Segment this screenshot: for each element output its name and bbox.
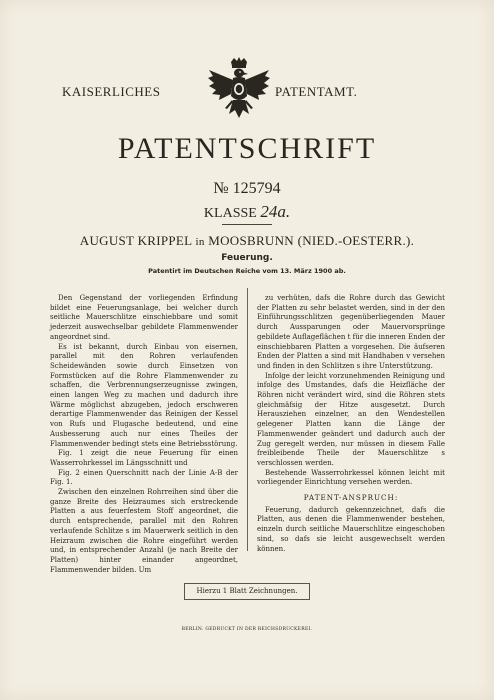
header-right: PATENTAMT.	[275, 84, 358, 99]
patent-date: Patentirt im Deutschen Reiche vom 13. März 1900 ab.	[148, 267, 346, 275]
paragraph: Fig. 1 zeigt die neue Feuerung für einen Wasserrohrkessel im Längsschnitt und	[50, 449, 238, 467]
inventor-line	[0, 233, 494, 249]
inventor-name: AUGUST KRIPPEL	[79, 233, 192, 248]
right-column	[257, 294, 445, 554]
paragraph: zu verhüten, dafs die Rohre durch das Gewicht der Platten zu sehr belastet werden, sind in der den Einführungsschlitzen gegenüberliegenden Mauer durch Aussparungen oder Mauervorsprünge gebildete Auflageflächen t für die inneren Enden der einschiebbaren Platten a vorgesehen. Die äufseren Enden der Platten a sind mit Handhaben v versehen und finden in den Schlitzen s ihre Unterstützung.	[257, 294, 445, 370]
inventor-conn: in	[195, 236, 205, 248]
imperial-eagle-icon	[205, 56, 273, 124]
paragraph: Den Gegenstand der vorliegenden Erfindung bildet eine Feuerungsanlage, bei welcher durch seitliche Mauerschlitze einschiebbare und somit jederzeit auswechselbar gebildete Flammenwender angeordnet sind.	[50, 294, 238, 341]
left-column	[50, 294, 238, 575]
inventor-region: (NIED.-OESTERR.).	[297, 233, 415, 248]
patent-class	[0, 202, 494, 222]
patent-subject: Feuerung.	[221, 253, 273, 263]
class-suffix: a.	[277, 202, 291, 221]
header-left: KAISERLICHES	[62, 84, 161, 99]
claim-text: Feuerung, dadurch gekennzeichnet, dafs die Platten, aus denen die Flammenwender bestehen, einzeln durch seitliche Mauerschlitze eingeschoben sind, so dafs sie leicht ausgewechselt werden können.	[257, 505, 445, 553]
paragraph: Fig. 2 einen Querschnitt nach der Linie A-B der Fig. 1.	[50, 468, 238, 487]
printer-imprint: BERLIN. GEDRUCKT IN DER REICHSDRUCKEREI.	[181, 627, 313, 632]
class-value: 24	[260, 202, 278, 221]
paragraph: Bestehende Wasserrohrkessel können leicht mit vorliegender Einrichtung versehen werden.	[257, 468, 445, 487]
class-label: KLASSE	[203, 206, 257, 221]
document-title: PATENTSCHRIFT	[117, 132, 377, 165]
divider	[222, 224, 272, 225]
claim-heading: PATENT-ANSPRUCH:	[303, 493, 399, 503]
inventor-place: MOOSBRUNN	[208, 233, 294, 248]
paragraph: Es ist bekannt, durch Einbau von eisernen, parallel mit den Rohren verlaufenden Scheidewänden sowie durch Einsetzen von Formstücken auf die Rohre Flammenwender zu schaffen, die Verbrennungserzeugnisse zwingen, einen langen Weg zu machen und dadurch ihre Wärme möglichst abzugeben, jedoch erschweren derartige Flammenwender das Reinigen der Kessel von Rufs und Flugasche bedeutend, und eine Ausbesserung auch nur eines Theiles der Flammenwender bedingt stets eine Betriebsstörung.	[50, 342, 238, 448]
paragraph: Zwischen den einzelnen Rohrreihen sind über die ganze Breite des Heizraumes sich erstreckende Platten a aus feuerfestem Stoff angeordnet, die durch entsprechende, parallel mit den Rohren verlaufende Schlitze s im Mauerwerk seitlich in den Heizraum zwischen die Rohre eingeführt werden und, in entsprechender Anzahl (je nach Breite der Platten) hinter einander angeordnet, Flammenwender bilden. Um	[50, 488, 238, 574]
drawing-note: Hierzu 1 Blatt Zeichnungen.	[184, 583, 310, 600]
patent-number: № 125794	[213, 180, 281, 197]
column-divider	[247, 288, 248, 551]
paragraph: Infolge der leicht vorzunehmenden Reinigung und infolge des Umstandes, dafs die Heizfläche der Röhren nicht verändert wird, sind die Röhren stets gleichmäfsig der Hitze ausgesetzt. Durch Herausziehen einzelner, an den Wendestellen gelegener Platten kann die Länge der Flammenwender geändert und dadurch auch der Zug geregelt werden, nur müssen in diesem Falle freibleibende Theile der Mauerschlitze s verschlossen werden.	[257, 371, 445, 467]
